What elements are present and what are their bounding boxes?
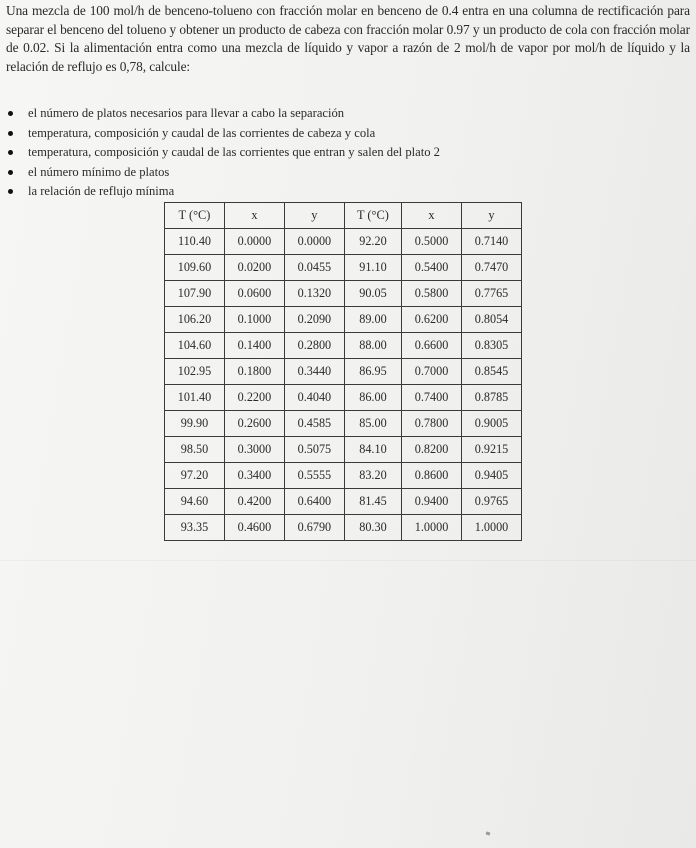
- task-list: [8, 104, 440, 202]
- table-row: [165, 255, 522, 281]
- table-cell: 0.3000: [224, 437, 284, 463]
- table-cell: 0.8305: [462, 333, 522, 359]
- equilibrium-table: [164, 202, 522, 541]
- task-text: el número mínimo de platos: [28, 164, 170, 179]
- table-cell: 0.6400: [284, 489, 344, 515]
- table-cell: 0.9405: [462, 463, 522, 489]
- table-cell: 0.8600: [402, 463, 462, 489]
- table-cell: 0.4600: [224, 515, 284, 541]
- table-cell: 0.7000: [402, 359, 462, 385]
- table-cell: 0.9400: [402, 489, 462, 515]
- table-cell: 0.8785: [462, 385, 522, 411]
- table-cell: 0.2090: [284, 307, 344, 333]
- task-item: [8, 124, 440, 144]
- table-row: [165, 333, 522, 359]
- task-text: temperatura, composición y caudal de las corrientes de cabeza y cola: [28, 125, 376, 140]
- table-cell: 0.1400: [224, 333, 284, 359]
- table-cell: 0.8054: [462, 307, 522, 333]
- task-item: [8, 182, 440, 202]
- bullet-icon: [8, 111, 13, 116]
- table-cell: 110.40: [165, 229, 225, 255]
- table-cell: 0.5400: [402, 255, 462, 281]
- table-cell: 0.6600: [402, 333, 462, 359]
- table-cell: 0.4585: [284, 411, 344, 437]
- table-cell: 0.2600: [224, 411, 284, 437]
- table-row: [165, 281, 522, 307]
- table-cell: 0.0200: [224, 255, 284, 281]
- table-cell: 0.0000: [284, 229, 344, 255]
- table-cell: 0.3400: [224, 463, 284, 489]
- table-cell: 0.2800: [284, 333, 344, 359]
- bullet-icon: [8, 189, 13, 194]
- bullet-icon: [8, 131, 13, 136]
- table-cell: 101.40: [165, 385, 225, 411]
- table-row: [165, 359, 522, 385]
- table-cell: 0.5000: [402, 229, 462, 255]
- bullet-icon: [8, 150, 13, 155]
- table-cell: 94.60: [165, 489, 225, 515]
- table-cell: 0.6200: [402, 307, 462, 333]
- column-header: x: [402, 203, 462, 229]
- table-cell: 85.00: [344, 411, 401, 437]
- table-cell: 106.20: [165, 307, 225, 333]
- table-row: [165, 411, 522, 437]
- table-cell: 97.20: [165, 463, 225, 489]
- table-cell: 0.4200: [224, 489, 284, 515]
- problem-statement: Una mezcla de 100 mol/h de benceno-tolueno con fracción molar en benceno de 0.4 entra en una columna de rectificación para separar el benceno del tolueno y obtener un producto de cabeza con fracción molar 0.97 y un producto de cola con fracción molar de 0.02. Si la alimentación entra como una mezcla de líquido y vapor a razón de 2 mol/h de vapor por mol/h de líquido y la relación de reflujo es 0,78, calcule:: [6, 3, 690, 74]
- table-row: [165, 437, 522, 463]
- bullet-icon: [8, 170, 13, 175]
- table-cell: 0.7765: [462, 281, 522, 307]
- task-item: [8, 163, 440, 183]
- table-cell: 81.45: [344, 489, 401, 515]
- table-cell: 99.90: [165, 411, 225, 437]
- table-cell: 91.10: [344, 255, 401, 281]
- table-cell: 0.3440: [284, 359, 344, 385]
- task-item: [8, 143, 440, 163]
- table-cell: 104.60: [165, 333, 225, 359]
- table-cell: 88.00: [344, 333, 401, 359]
- table-cell: 0.7400: [402, 385, 462, 411]
- table-cell: 0.7470: [462, 255, 522, 281]
- table-cell: 0.1320: [284, 281, 344, 307]
- column-header: x: [224, 203, 284, 229]
- column-header: y: [462, 203, 522, 229]
- task-item: [8, 104, 440, 124]
- table-cell: 0.0000: [224, 229, 284, 255]
- table-cell: 0.9765: [462, 489, 522, 515]
- table-cell: 0.1000: [224, 307, 284, 333]
- table-row: [165, 515, 522, 541]
- table-row: [165, 489, 522, 515]
- task-text: el número de platos necesarios para llevar a cabo la separación: [28, 106, 345, 120]
- table-cell: 83.20: [344, 463, 401, 489]
- table-row: [165, 463, 522, 489]
- task-text: la relación de reflujo mínima: [28, 184, 175, 199]
- table-cell: 0.8545: [462, 359, 522, 385]
- table-cell: 0.5075: [284, 437, 344, 463]
- table-cell: 98.50: [165, 437, 225, 463]
- table-cell: 84.10: [344, 437, 401, 463]
- table-cell: 107.90: [165, 281, 225, 307]
- table-cell: 80.30: [344, 515, 401, 541]
- table-cell: 0.6790: [284, 515, 344, 541]
- table-cell: 0.1800: [224, 359, 284, 385]
- table-cell: 0.0455: [284, 255, 344, 281]
- table-cell: 0.7140: [462, 229, 522, 255]
- table-cell: 109.60: [165, 255, 225, 281]
- table-cell: 0.4040: [284, 385, 344, 411]
- table-cell: 92.20: [344, 229, 401, 255]
- table-header-row: [165, 203, 522, 229]
- table-cell: 86.95: [344, 359, 401, 385]
- table-cell: 0.2200: [224, 385, 284, 411]
- column-header: T (°C): [165, 203, 225, 229]
- task-text: temperatura, composición y caudal de las corrientes que entran y salen del plato 2: [28, 145, 440, 160]
- table-cell: 0.8200: [402, 437, 462, 463]
- table-cell: 93.35: [165, 515, 225, 541]
- table-cell: 1.0000: [462, 515, 522, 541]
- column-header: y: [284, 203, 344, 229]
- table-cell: 1.0000: [402, 515, 462, 541]
- table-cell: 0.5555: [284, 463, 344, 489]
- table-row: [165, 307, 522, 333]
- table-row: [165, 385, 522, 411]
- table-cell: 86.00: [344, 385, 401, 411]
- table-cell: 89.00: [344, 307, 401, 333]
- paper-fold-line: [0, 560, 696, 561]
- table-row: [165, 229, 522, 255]
- column-header: T (°C): [344, 203, 401, 229]
- table-cell: 90.05: [344, 281, 401, 307]
- table-cell: 0.0600: [224, 281, 284, 307]
- table-cell: 0.5800: [402, 281, 462, 307]
- table-cell: 0.9215: [462, 437, 522, 463]
- table-cell: 0.9005: [462, 411, 522, 437]
- table-cell: 102.95: [165, 359, 225, 385]
- paper-speck: [486, 831, 491, 835]
- table-cell: 0.7800: [402, 411, 462, 437]
